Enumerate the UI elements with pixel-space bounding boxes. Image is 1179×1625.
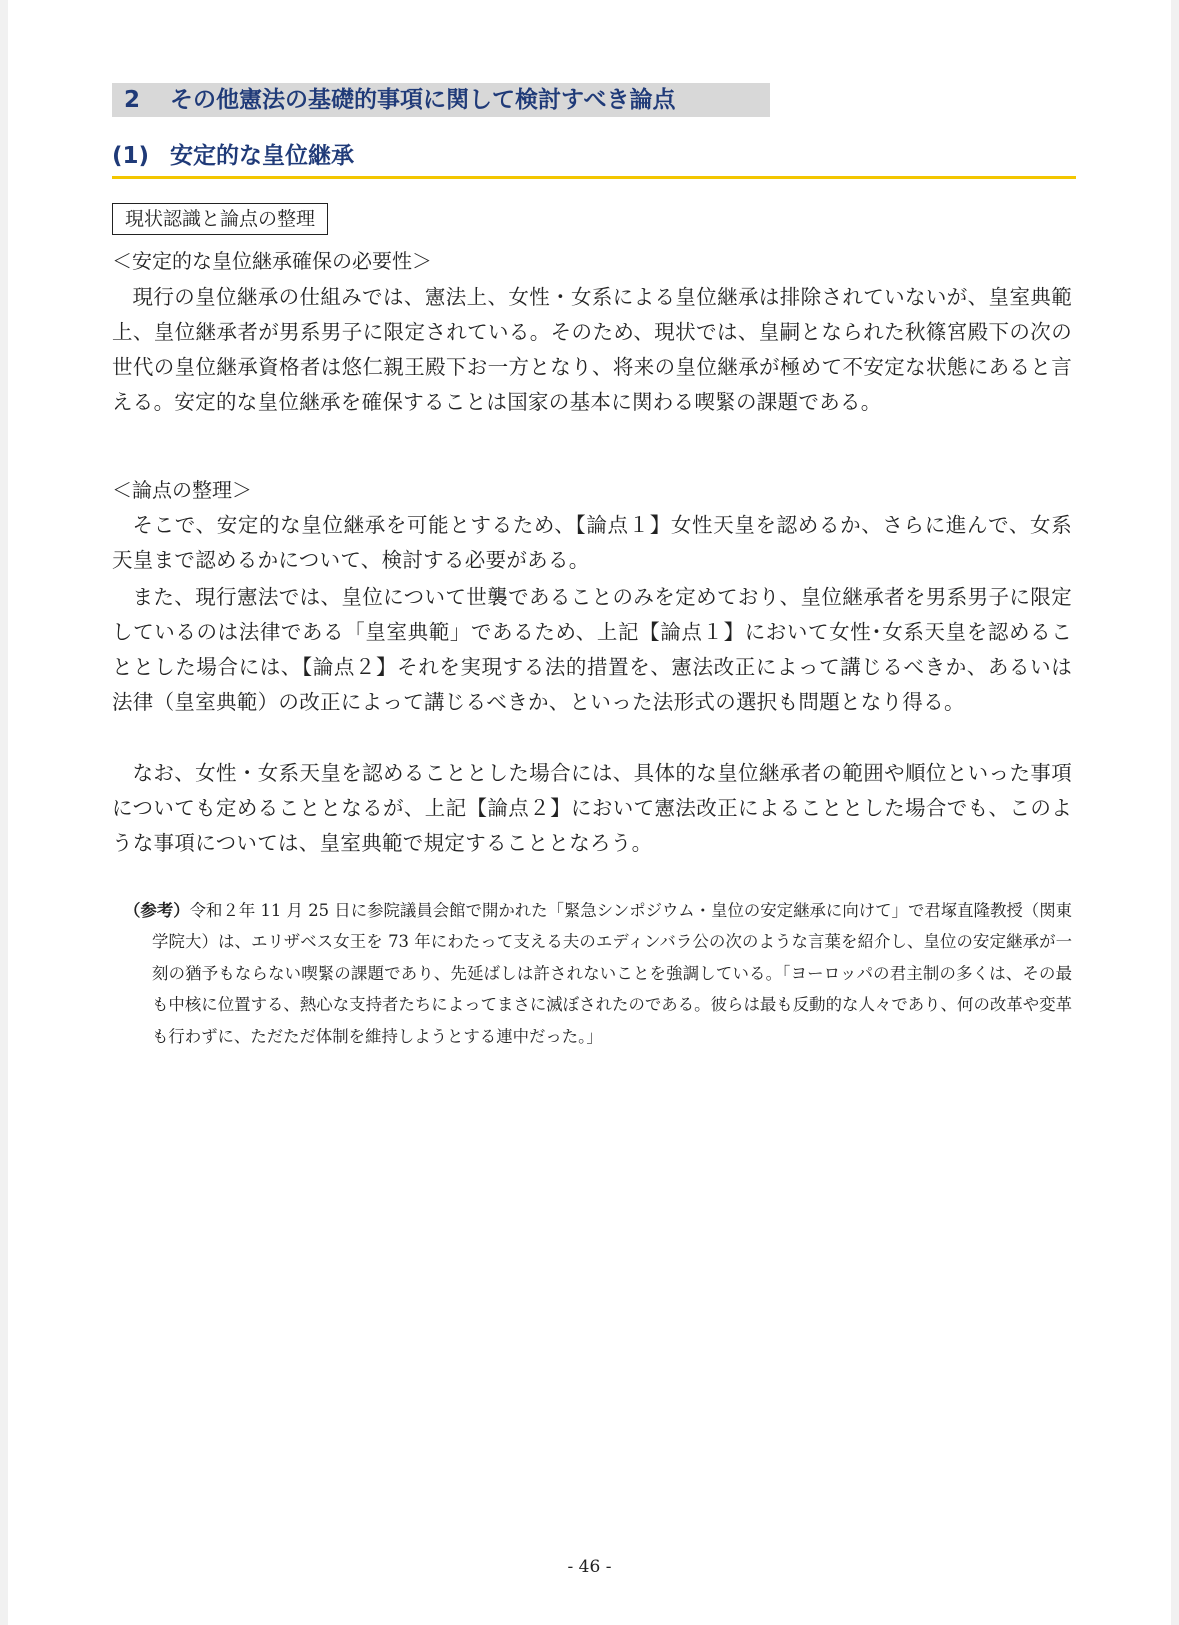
subsection-number: (1): [112, 143, 150, 169]
topic-heading-necessity: ＜安定的な皇位継承確保の必要性＞: [112, 249, 432, 273]
reference-note-text: 令和２年 11 月 25 日に参院議員会館で開かれた「緊急シンポジウム・皇位の安定継承に向けて」で君塚直隆教授（関東学院大）は、エリザベス女王を 73 年にわたって支える夫のエディンバラ公の次のような言葉を紹介し、皇位の安定継承が一刻の猶予もならない喫緊の課題であり、先延ばしは許されないことを強調している。「ヨーロッパの君主制の多くは、その最も中核に位置する、熱心な支持者たちによってまさに滅ぼされたのである。彼らは最も反動的な人々であり、何の改革や変革も行わずに、ただただ体制を維持しようとする連中だった。」: [152, 901, 1073, 1046]
topic-heading-issues: ＜論点の整理＞: [112, 478, 252, 502]
subsection-heading: [112, 136, 1076, 179]
box-label: 現状認識と論点の整理: [112, 203, 328, 235]
page-number: - 46 -: [567, 1557, 612, 1577]
section-title: その他憲法の基礎的事項に関して検討すべき論点: [170, 87, 676, 113]
paragraph-issues-3: なお、女性・女系天皇を認めることとした場合には、具体的な皇位継承者の範囲や順位といった事項についても定めることとなるが、上記【論点２】において憲法改正によることとした場合でも、このような事項については、皇室典範で規定することとなろう。: [112, 761, 1072, 855]
paragraph-issues-1: そこで、安定的な皇位継承を可能とするため、【論点１】女性天皇を認めるか、さらに進んで、女系天皇まで認めるかについて、検討する必要がある。: [112, 513, 1072, 572]
document-page: [8, 0, 1171, 1625]
reference-note: [124, 895, 1072, 1052]
paragraph-necessity: 現行の皇位継承の仕組みでは、憲法上、女性・女系による皇位継承は排除されていないが、皇室典範上、皇位継承者が男系男子に限定されている。そのため、現状では、皇嗣となられた秋篠宮殿下の次の世代の皇位継承資格者は悠仁親王殿下お一方となり、将来の皇位継承が極めて不安定な状態にあると言える。安定的な皇位継承を確保することは国家の基本に関わる喫緊の課題である。: [112, 285, 1072, 414]
section-number: 2: [124, 87, 141, 113]
section-heading: [112, 83, 770, 117]
reference-note-label: （参考）: [124, 901, 190, 920]
paragraph-issues-2: また、現行憲法では、皇位について世襲であることのみを定めており、皇位継承者を男系男子に限定しているのは法律である「皇室典範」であるため、上記【論点１】において女性･女系天皇を認めることとした場合には、【論点２】それを実現する法的措置を、憲法改正によって講じるべきか、あるいは法律（皇室典範）の改正によって講じるべきか、といった法形式の選択も問題となり得る。: [112, 585, 1072, 714]
subsection-title: 安定的な皇位継承: [170, 143, 354, 169]
